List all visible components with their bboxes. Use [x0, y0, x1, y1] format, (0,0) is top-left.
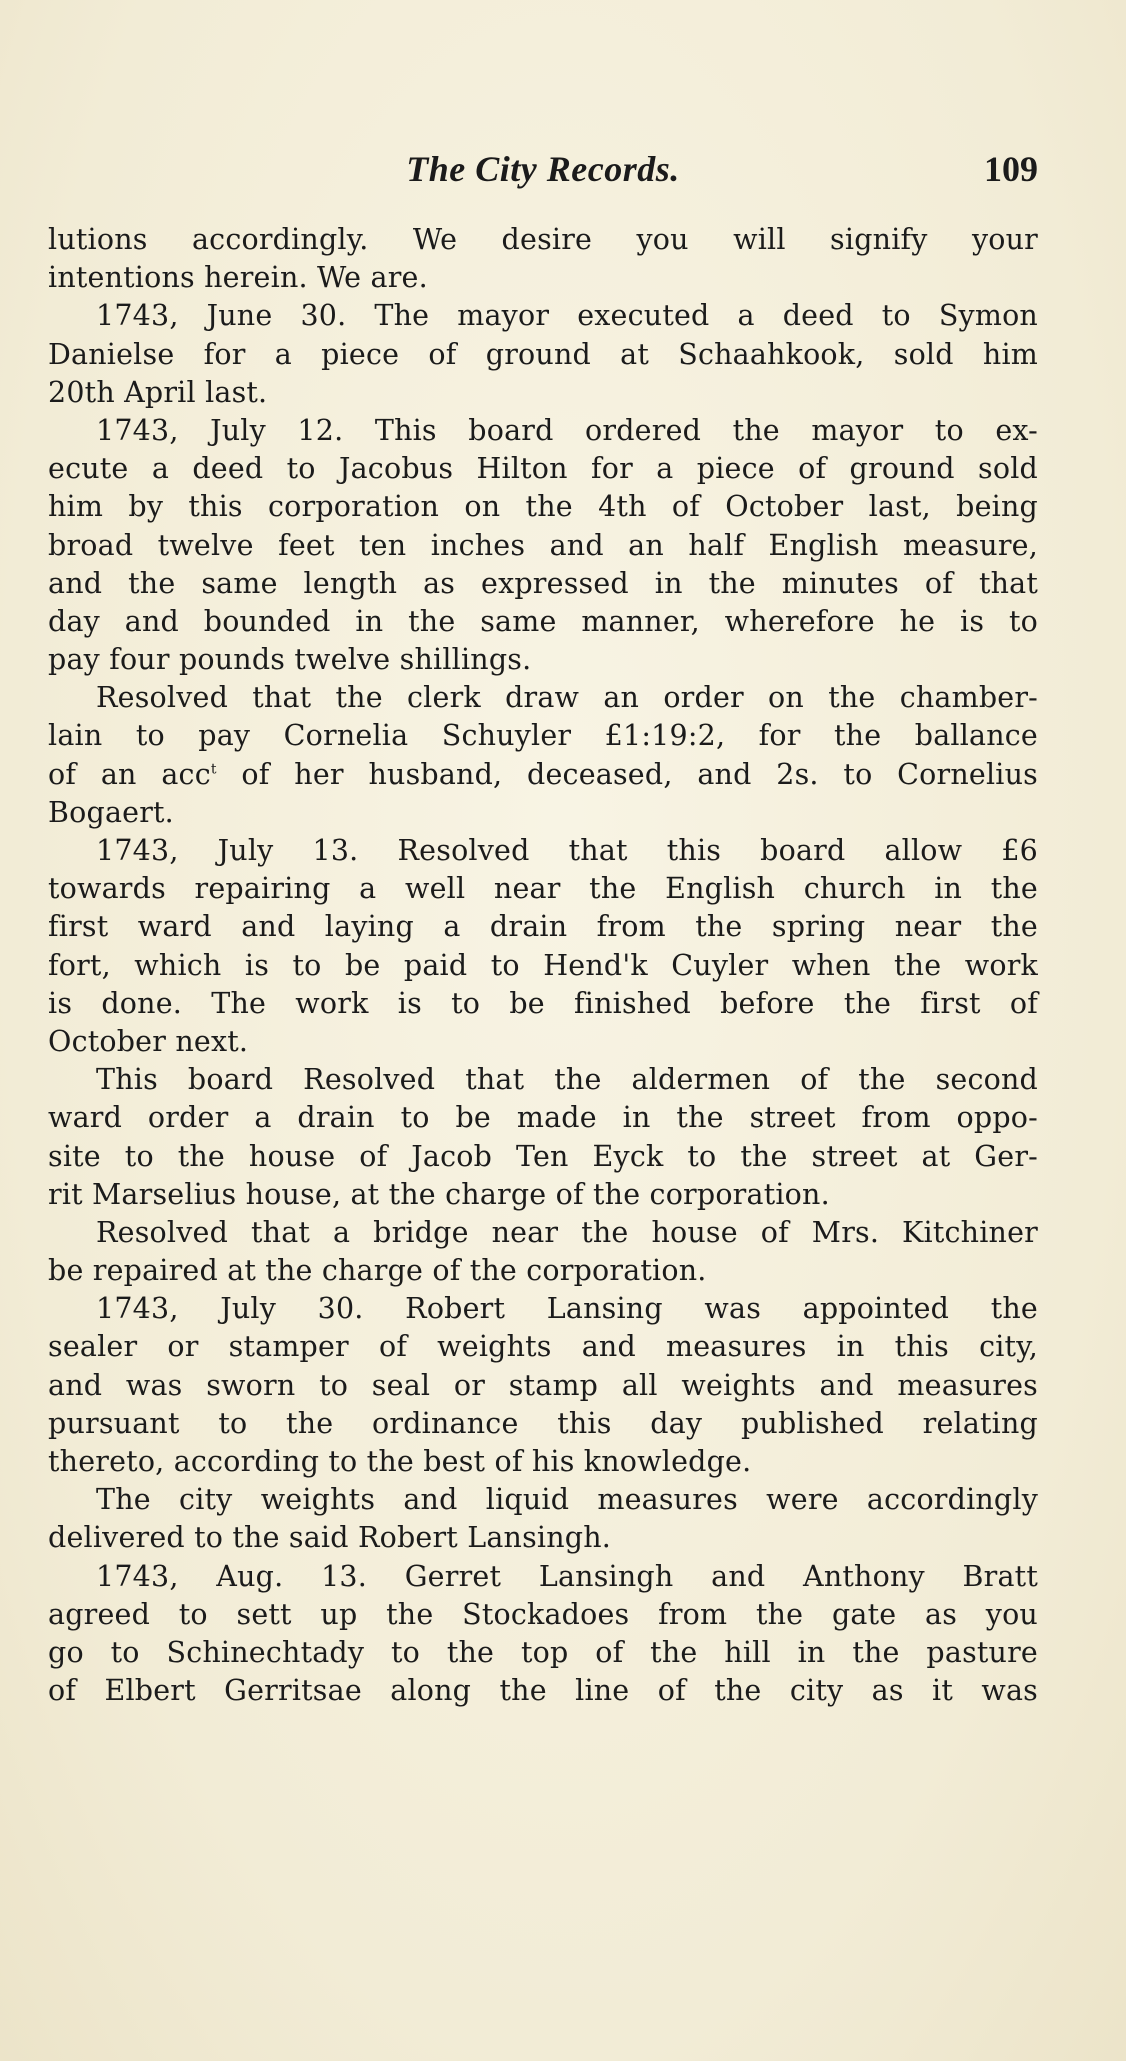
- text-line: [48, 985, 1038, 1023]
- text-line-content: 1743, July 12. This board ordered the mayor to ex-: [96, 413, 1038, 447]
- text-line-content: and the same length as expressed in the minutes of that: [48, 566, 1038, 600]
- text-line: [48, 717, 1038, 755]
- text-line: [48, 603, 1038, 641]
- text-line: [48, 832, 1038, 870]
- text-line-content: The city weights and liquid measures were accordingly: [96, 1483, 1038, 1517]
- text-line-content: delivered to the said Robert Lansingh.: [48, 1521, 612, 1555]
- text-line: [48, 259, 1038, 297]
- text-line: [48, 1519, 1038, 1557]
- text-line: [48, 1367, 1038, 1405]
- text-line-content: 1743, Aug. 13. Gerret Lansingh and Anthony Bratt: [96, 1559, 1038, 1593]
- text-line-content: sealer or stamper of weights and measures in this city,: [48, 1330, 1038, 1364]
- text-line: [48, 1023, 1038, 1061]
- text-line: [48, 679, 1038, 717]
- text-line: [48, 565, 1038, 603]
- text-line-content: pay four pounds twelve shillings.: [48, 643, 532, 677]
- text-line-content: October next.: [48, 1024, 249, 1058]
- text-line-content: of an acc: [48, 757, 211, 791]
- text-line: [48, 947, 1038, 985]
- text-line-content: 1743, July 13. Resolved that this board allow £6: [96, 834, 1038, 867]
- running-head: [48, 140, 1038, 200]
- text-line: [48, 1443, 1038, 1481]
- text-line-content: first ward and laying a drain from the spring near the: [48, 910, 1038, 944]
- text-line-content: him by this corporation on the 4th of October last, being: [48, 490, 1038, 524]
- text-line-content: Bogaert.: [48, 795, 174, 829]
- text-line: [48, 870, 1038, 908]
- page-title: The City Records.: [406, 149, 680, 189]
- text-line: [48, 1099, 1038, 1137]
- text-line-content: Resolved that the clerk draw an order on the chamber-: [96, 681, 1038, 715]
- text-line-content: be repaired at the charge of the corporation.: [48, 1254, 707, 1288]
- text-line-content: go to Schinechtady to the top of the hill in the pasture: [48, 1635, 1038, 1669]
- text-line-continuation: of her husband, deceased, and 2s. to Cornelius: [216, 757, 1038, 791]
- text-line-content: rit Marselius house, at the charge of the corporation.: [48, 1177, 830, 1211]
- text-line: [48, 641, 1038, 679]
- text-line: [48, 527, 1038, 565]
- text-line-content: ward order a drain to be made in the street from oppo-: [48, 1101, 1038, 1135]
- text-line-content: day and bounded in the same manner, wherefore he is to: [48, 604, 1038, 638]
- text-line: [48, 488, 1038, 526]
- text-line-content: agreed to sett up the Stockadoes from the gate as you: [48, 1597, 1038, 1631]
- text-line: [48, 1672, 1038, 1710]
- text-line: [48, 336, 1038, 374]
- text-line: [48, 221, 1038, 259]
- text-line-content: is done. The work is to be finished before the first of: [48, 986, 1038, 1020]
- text-line: [48, 1138, 1038, 1176]
- text-line-content: This board Resolved that the aldermen of the second: [96, 1063, 1038, 1097]
- text-line: [48, 1634, 1038, 1672]
- text-line: [48, 1290, 1038, 1328]
- text-line-content: 20th April last.: [48, 375, 268, 409]
- text-line: [48, 297, 1038, 335]
- text-line: [48, 1176, 1038, 1214]
- text-line: [48, 450, 1038, 488]
- page-number: 109: [984, 149, 1038, 189]
- text-line: [48, 1558, 1038, 1596]
- text-line: [48, 1328, 1038, 1366]
- text-line: [48, 1481, 1038, 1519]
- text-line-content: Resolved that a bridge near the house of Mrs. Kitchiner: [96, 1215, 1038, 1249]
- text-line: [48, 794, 1038, 832]
- text-line-content: intentions herein. We are.: [48, 261, 428, 295]
- text-line: [48, 1061, 1038, 1099]
- text-line-content: Danielse for a piece of ground at Schaahkook, sold him: [48, 337, 1038, 371]
- text-line: [48, 1596, 1038, 1634]
- text-line: [48, 412, 1038, 450]
- text-line-content: 1743, June 30. The mayor executed a deed to Symon: [96, 299, 1038, 333]
- text-line-content: broad twelve feet ten inches and an half English measure,: [48, 528, 1038, 562]
- text-line: [48, 374, 1038, 412]
- text-line-content: towards repairing a well near the English church in the: [48, 872, 1038, 906]
- text-line-content: thereto, according to the best of his knowledge.: [48, 1445, 752, 1478]
- text-line-content: and was sworn to seal or stamp all weights and measures: [48, 1368, 1038, 1402]
- text-line-content: of Elbert Gerritsae along the line of the city as it was: [48, 1674, 1038, 1708]
- superscript: t: [210, 761, 217, 778]
- text-line: [48, 908, 1038, 946]
- text-line-content: fort, which is to be paid to Hend'k Cuyler when the work: [48, 948, 1038, 982]
- text-line: [48, 1252, 1038, 1290]
- text-line-content: lutions accordingly. We desire you will signify your: [48, 223, 1038, 256]
- body-text: [48, 221, 1038, 1710]
- text-line: [48, 756, 1038, 794]
- text-line-content: site to the house of Jacob Ten Eyck to the street at Ger-: [48, 1139, 1038, 1173]
- text-line: [48, 1405, 1038, 1443]
- text-line-content: 1743, July 30. Robert Lansing was appointed the: [96, 1292, 1038, 1326]
- text-line-content: ecute a deed to Jacobus Hilton for a piece of ground sold: [48, 452, 1038, 486]
- text-line: [48, 1214, 1038, 1252]
- text-line-content: pursuant to the ordinance this day published relating: [48, 1406, 1038, 1440]
- text-line-content: lain to pay Cornelia Schuyler £1:19:2, for the ballance: [48, 719, 1038, 753]
